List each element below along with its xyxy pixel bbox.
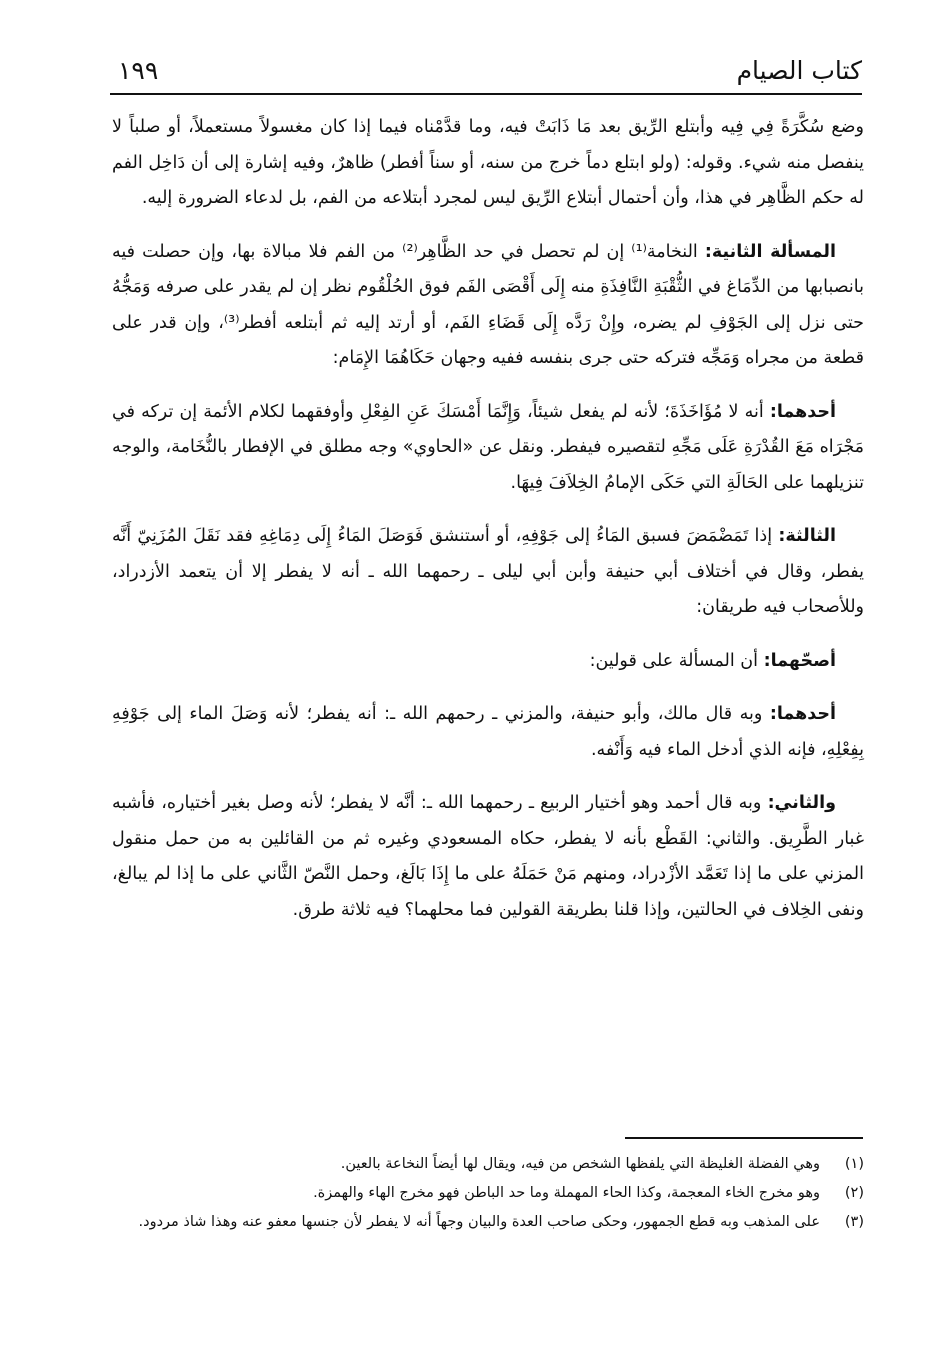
footnote-1 <box>112 1150 864 1179</box>
page-number: ١٩٩ <box>118 56 159 85</box>
paragraph-lead: أصحّهما: <box>763 650 836 671</box>
footnotes <box>112 1150 864 1237</box>
footnote-divider <box>625 1137 863 1139</box>
paragraph-3 <box>112 395 864 502</box>
paragraph-lead: الثالثة: <box>778 526 836 546</box>
footnote-2 <box>112 1179 864 1208</box>
main-text <box>112 110 864 946</box>
paragraph-text: أنه لا مُؤَاخَذَةَ؛ لأنه لم يفعل شيئاً، وَإِنَّمَا أَمْسَكَ عَنِ الفِعْلِ وأوفقهما لكلام الأئمة إن تركه في مَجْرَاه مَعَ القُدْرَةِ عَلَى مَجِّهِ لتقصيره فيفطر. ونقل عن «الحاوي» وجه مطلق في الإفطار بالنُّخَامة، والوجه تنزيلهما على الحَالَةِ التي حَكَى الإمامُ الخِلاَفَ فِيهَا. <box>112 401 864 493</box>
paragraph-4 <box>112 519 864 626</box>
footnote-text: وهي الفضلة الغليظة التي يلفظها الشخص من فيه، ويقال لها أيضاً النخاعة بالعين. <box>340 1156 820 1172</box>
footnote-3 <box>112 1208 864 1237</box>
footnote-text: وهو مخرج الخاء المعجمة، وكذا الحاء المهملة وما حد الباطن فهو مخرج الهاء والهمزة. <box>313 1185 820 1201</box>
paragraph-text: أن المسألة على قولين: <box>589 650 759 671</box>
paragraph-text: إذا تَمَضْمَضَ فسبق المَاءُ إلى جَوْفِهِ، أو أستنشق فَوَصَلَ المَاءُ إِلَى دِمَاغِهِ فقد نَقَلَ المُزَنِيّ أَنَّه يفطر، وقال في أختلاف أبي حنيفة وأبن أبي ليلى ـ رحمهما الله ـ أنه لا يفطر إلا أن يتعمد الأزدراد، وللأصحاب فيه طريقان: <box>112 526 864 617</box>
paragraph-lead: أحدهما: <box>769 401 836 422</box>
paragraph-lead: المسألة الثانية: <box>704 241 836 262</box>
chapter-title: كتاب الصيام <box>736 56 862 85</box>
paragraph-6 <box>112 697 864 768</box>
footnote-number: (٣) <box>844 1214 864 1230</box>
paragraph-text: وبه قال مالك، وأبو حنيفة، والمزني ـ رحمهم الله ـ: أنه يفطر؛ لأنه وَصَلَ الماء إلى جَوْفِهِ بِفِعْلِهِ، فإنه الذي أدخل الماء فيه وَأَنْفه. <box>112 704 864 760</box>
paragraph-text: وضع سُكَّرَةً فِي فِيه وأبتلع الرِّيق بعد مَا ذَابَتْ فيه، وما قدَّمْناه فيما إذا كان مغسولاً مستعملاً، أو صلباً لا ينفصل منه شيء. وقوله: (ولو ابتلع دماً خرج من سنه، أو سناً أفطر) ظاهرٌ، وفيه إشارة إلى أن دَاخِل الفم له حكم الظَّاهِر في هذا، وأن أحتمال أبتلاع الرِّيق ليس لمجرد أبتلاعه من الفم، بل لدعاء الضرورة إليه. <box>112 117 864 208</box>
paragraph-1 <box>112 110 864 217</box>
paragraph-2 <box>112 235 864 377</box>
header-divider <box>110 93 862 95</box>
footnote-text: على المذهب وبه قطع الجمهور، وحكى صاحب العدة والبيان وجهاً أنه لا يفطر لأن جنسها معفو عنه وهذا شاذ مردود. <box>138 1214 820 1230</box>
page-header <box>110 50 862 96</box>
paragraph-7 <box>112 786 864 928</box>
paragraph-5 <box>112 644 864 680</box>
footnote-number: (١) <box>844 1156 864 1172</box>
paragraph-text: النخامة⁽¹⁾ إن لم تحصل في حد الظَّاهِر⁽²⁾ من الفم فلا مبالاة بها، وإن حصلت فيه بانصبابها من الدِّمَاغ في الثُّقْبَةِ النَّافِذَةِ منه إِلَى أَقْصَى الفَم فوق الحُلْقُوم نظر إن لم يقدر على صرفه وَمَجُّهُ حتى نزل إلى الجَوْفِ لم يضره، وإِنْ رَدَّه إِلَى قَضَاءِ الفَم، أو أرتد إليه ثم أبتلعه أفطر⁽³⁾، وإن قدر على قطعة من مجراه وَمَجِّه فتركه حتى جرى بنفسه ففيه وجهان حَكَاهُمَا الإِمَام: <box>112 241 865 368</box>
footnote-number: (٢) <box>844 1185 864 1201</box>
paragraph-lead: أحدهما: <box>769 704 836 724</box>
paragraph-text: وبه قال أحمد وهو أختيار الربيع ـ رحمهما الله ـ: أنَّه لا يفطر؛ لأنه وصل بغير أختياره، فأشبه غبار الطَّرِيق. والثاني: القَطْع بأنه لا يفطر، حكاه المسعودي وغيره ثم من القائلين به من حمل منقول المزني على ما إذا تَعَمَّد الأزْدراد، ومنهم مَنْ حَمَلَهُ على ما إِذَا بَالَغ، وحمل النَّصّ الثَّاني على ما إذا لم يبالغ، ونفى الخِلاف في الحالتين، وإذا قلنا بطريقة القولين فما محلهما؟ فيه ثلاثة طرق. <box>112 793 864 920</box>
paragraph-lead: والثاني: <box>767 793 836 813</box>
